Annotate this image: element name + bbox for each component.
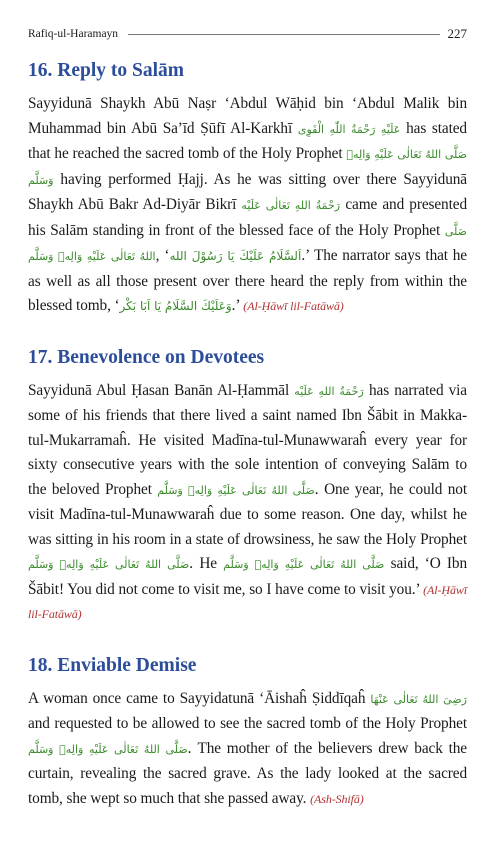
dua-calligraphy: رَضِىَ اللهُ تَعَالٰى عَنْهَا (370, 692, 467, 706)
section-enviable-demise (28, 653, 467, 812)
body-text: .’ The narrator says that he as well as all those present over there heard the reply from within the blessed tomb, ‘ (28, 247, 467, 314)
body-text: Sayyidunā Abul Ḥasan Banān Al-Ḥammāl (28, 381, 295, 399)
dua-calligraphy: عَلَيْهِ رَحْمَةُ اللّٰهِ الْقَوِی (297, 122, 401, 136)
body-text: has narrated via some of his friends that there lived a saint named Ibn Šābit in Makka-tul-Mukarramaĥ. He visited Madīna-tul-Munawwaraĥ every year for sixty consecutive years with the sole intention of conveying Salām to the beloved Prophet (28, 381, 467, 498)
arabic-greeting: اَلسَّلَامُ عَلَيْكَ يَا رَسُوْلَ الله (169, 249, 302, 263)
body-text: . The mother of the believers drew back the curtain, revealing the sacred grave. As the lady looked at the sacred tomb, she wept so much that she passed away. (28, 739, 467, 807)
dua-calligraphy: صَلَّى اللهُ تَعَالٰى عَلَيْهِ وَالِهٖ وَسَلَّم (28, 148, 467, 187)
arabic-reply: وَعَلَيْكَ السَّلَامُ يَا اَبَا بَكْر (119, 299, 232, 313)
dua-calligraphy: رَحْمَةُ اللهِ عَلَيْه (294, 384, 364, 398)
section-reply-to-salam (28, 58, 467, 319)
page-body (28, 58, 467, 837)
dua-calligraphy: صَلَّى اللهُ تَعَالٰى عَلَيْهِ وَالِهٖ وَسَلَّم (28, 742, 188, 756)
body-text: Sayyidunā Shaykh Abū Naṣr ‘Abdul Wāḥid bin ‘Abdul Malik bin Muhammad bin Abū Sa’īd Ṣūfī Al-Karkhī (28, 95, 467, 137)
body-text: came and presented his Salām standing in front of the blessed face of the Holy Prophet (28, 196, 467, 239)
dua-calligraphy: صَلَّى اللهُ تَعَالٰى عَلَيْهِ وَالِهٖ وَسَلَّم (28, 558, 190, 571)
section-paragraph (28, 92, 467, 319)
section-paragraph (28, 379, 467, 627)
section-heading: 18. Enviable Demise (28, 654, 197, 676)
dua-calligraphy: صَلَّى اللهُ تَعَالٰى عَلَيْهِ وَالِهٖ وَسَلَّم (157, 483, 315, 497)
body-text: , ‘ (155, 247, 170, 264)
page-number: 227 (447, 26, 467, 41)
section-heading: 16. Reply to Salām (28, 60, 184, 81)
section-heading: 17. Benevolence on Devotees (28, 346, 265, 368)
reference-citation: (Al-Ḥāwī lil-Fatāwā) (28, 582, 467, 621)
dua-calligraphy: رَحْمَةُ اللهِ تَعَالٰى عَلَيْه (241, 199, 341, 212)
reference-citation: (Al-Ḥāwī lil-Fatāwā) (243, 299, 344, 313)
header-divider (128, 34, 439, 35)
section-paragraph (28, 687, 467, 812)
body-text: said, ‘O Ibn Šābit! You did not come to visit me, so I have come to visit you.’ (28, 555, 467, 598)
body-text: having performed Ḥajj. As he was sitting over there Sayyidunā Shaykh Abū Bakr Ad-Diyār Bikrī (28, 170, 467, 213)
reference-citation: (Ash-Shifā) (310, 791, 364, 806)
dua-calligraphy: صَلَّى اللهُ تَعَالٰى عَلَيْهِ وَالِهٖ وَسَلَّم (28, 224, 467, 263)
body-text: .’ (231, 297, 244, 314)
body-text: . He (189, 555, 224, 572)
running-title: Rafiq-ul-Haramayn (28, 28, 119, 40)
dua-calligraphy: صَلَّى اللهُ تَعَالٰى عَلَيْهِ وَالِهٖ وَسَلَّم (223, 558, 385, 571)
body-text: and requested to be allowed to see the sacred tomb of the Holy Prophet (28, 715, 467, 732)
body-text: A woman once came to Sayyidatunā ‘Āishaĥ Ṣiddīqaĥ (28, 689, 371, 707)
page-header (28, 24, 467, 44)
body-text: has stated that he reached the sacred tomb of the Holy Prophet (28, 119, 467, 162)
section-benevolence-on-devotees (28, 345, 467, 627)
body-text: . One year, he could not visit Madīna-tul-Munawwaraĥ due to some reason. One day, whilst he was sitting in his room in a state of drowsiness, he saw the Holy Prophet (28, 480, 467, 548)
